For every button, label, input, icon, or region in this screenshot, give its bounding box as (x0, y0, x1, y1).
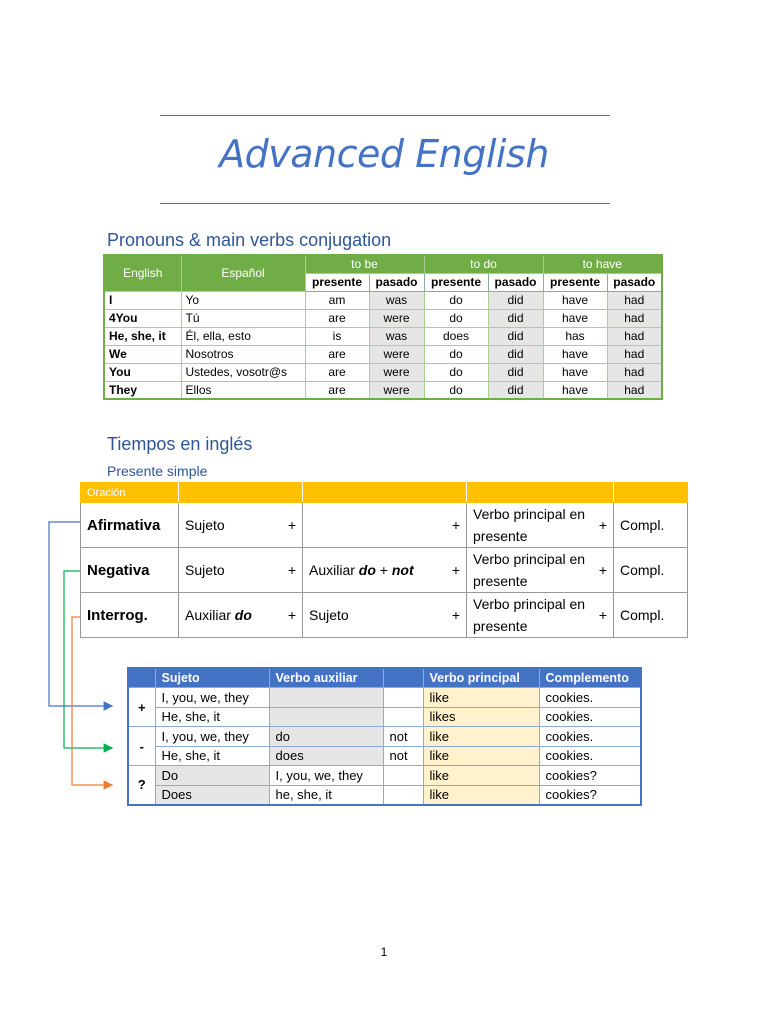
cell-be-s: was (369, 291, 424, 309)
row-label-afirmativa: Afirmativa (81, 503, 179, 548)
row-symbol: ? (128, 766, 155, 805)
col-header-complemento: Complemento (539, 668, 641, 688)
table-row: Negativa Sujeto + Auxiliar do + not + Verbo principal en presente + Compl. (81, 548, 688, 593)
col-header-to-be: to be (305, 255, 424, 273)
cell-compl: cookies. (539, 746, 641, 766)
page-number: 1 (380, 945, 388, 959)
cell-en: You (104, 363, 181, 381)
cell-be-s: were (369, 345, 424, 363)
col-header-sujeto: Sujeto (155, 668, 269, 688)
arrow-negativa (64, 571, 112, 748)
sub-header-presente: presente (305, 273, 369, 291)
table-row: Afirmativa Sujeto + + Verbo principal en presente + Compl. (81, 503, 688, 548)
cell-subj: Do (155, 766, 269, 786)
cell-subj: I, you, we, they (155, 688, 269, 708)
cell-be-p: are (305, 309, 369, 327)
cell-do-p: do (424, 291, 488, 309)
cell-be-s: were (369, 381, 424, 399)
cell-en: He, she, it (104, 327, 181, 345)
cell-do-s: did (488, 309, 543, 327)
col-header-espanol: Español (181, 255, 305, 291)
row-label-interrog: Interrog. (81, 593, 179, 638)
cell-verb: like (423, 766, 539, 786)
cell-have-s: had (607, 327, 662, 345)
cell-do-s: did (488, 381, 543, 399)
col-header-verbo-principal: Verbo principal (423, 668, 539, 688)
col-header-to-have: to have (543, 255, 662, 273)
section-heading-tiempos: Tiempos en inglés (107, 434, 253, 454)
cell-subj: Does (155, 785, 269, 805)
cell-do-p: do (424, 363, 488, 381)
sub-header-pasado: pasado (369, 273, 424, 291)
cell-subj: He, she, it (155, 746, 269, 766)
cell-do-p: do (424, 381, 488, 399)
cell-be-p: is (305, 327, 369, 345)
section-heading-pronouns: Pronouns & main verbs conjugation (107, 230, 392, 250)
col-header-verbo-auxiliar: Verbo auxiliar (269, 668, 383, 688)
cell-have-p: have (543, 363, 607, 381)
row-label-negativa: Negativa (81, 548, 179, 593)
cell-be-s: were (369, 309, 424, 327)
page-title: Advanced English (219, 132, 549, 176)
row-symbol: + (128, 688, 155, 727)
cell-do-s: did (488, 345, 543, 363)
arrow-interrog (72, 617, 112, 785)
cell-compl: cookies? (539, 766, 641, 786)
cell-es: Nosotros (181, 345, 305, 363)
cell-aux: he, she, it (269, 785, 383, 805)
cell-es: Ustedes, vosotr@s (181, 363, 305, 381)
cell-compl: cookies. (539, 707, 641, 727)
cell-be-p: am (305, 291, 369, 309)
cell-en: 4You (104, 309, 181, 327)
cell-en: We (104, 345, 181, 363)
cell-have-p: have (543, 381, 607, 399)
cell-en: They (104, 381, 181, 399)
cell-have-p: has (543, 327, 607, 345)
cell-have-p: have (543, 291, 607, 309)
cell-do-p: do (424, 309, 488, 327)
cell-do-s: did (488, 363, 543, 381)
sub-header-presente: presente (543, 273, 607, 291)
cell-verb: like (423, 727, 539, 747)
header-oracion: Oración (81, 483, 179, 503)
cell-have-s: had (607, 309, 662, 327)
col-header-to-do: to do (424, 255, 543, 273)
sub-header-pasado: pasado (607, 273, 662, 291)
cell-be-p: are (305, 363, 369, 381)
cell-not: not (383, 746, 423, 766)
cell-have-s: had (607, 381, 662, 399)
cell-have-s: had (607, 363, 662, 381)
cell-do-p: do (424, 345, 488, 363)
cell-en: I (104, 291, 181, 309)
cell-subj: I, you, we, they (155, 727, 269, 747)
table-row: Interrog. Auxiliar do + Sujeto + Verbo principal en presente + Compl. (81, 593, 688, 638)
cell-compl: cookies. (539, 727, 641, 747)
col-header-english: English (104, 255, 181, 291)
cell-es: Ellos (181, 381, 305, 399)
cell-have-s: had (607, 291, 662, 309)
cell-es: Tú (181, 309, 305, 327)
cell-aux: does (269, 746, 383, 766)
cell-aux: do (269, 727, 383, 747)
cell-have-p: have (543, 345, 607, 363)
cell-verb: likes (423, 707, 539, 727)
cell-not: not (383, 727, 423, 747)
cell-es: Yo (181, 291, 305, 309)
section-subheading-presente-simple: Presente simple (107, 463, 208, 479)
cell-be-s: was (369, 327, 424, 345)
cell-be-p: are (305, 381, 369, 399)
cell-aux: I, you, we, they (269, 766, 383, 786)
cell-es: Él, ella, esto (181, 327, 305, 345)
cell-do-p: does (424, 327, 488, 345)
arrow-afirmativa (49, 522, 112, 706)
cell-verb: like (423, 688, 539, 708)
cell-do-s: did (488, 291, 543, 309)
cell-have-p: have (543, 309, 607, 327)
cell-have-s: had (607, 345, 662, 363)
cell-subj: He, she, it (155, 707, 269, 727)
cell-be-p: are (305, 345, 369, 363)
cell-be-s: were (369, 363, 424, 381)
cell-compl: cookies? (539, 785, 641, 805)
cell-verb: like (423, 785, 539, 805)
cell-verb: like (423, 746, 539, 766)
cell-compl: cookies. (539, 688, 641, 708)
cell-do-s: did (488, 327, 543, 345)
sub-header-presente: presente (424, 273, 488, 291)
row-symbol: - (128, 727, 155, 766)
sub-header-pasado: pasado (488, 273, 543, 291)
